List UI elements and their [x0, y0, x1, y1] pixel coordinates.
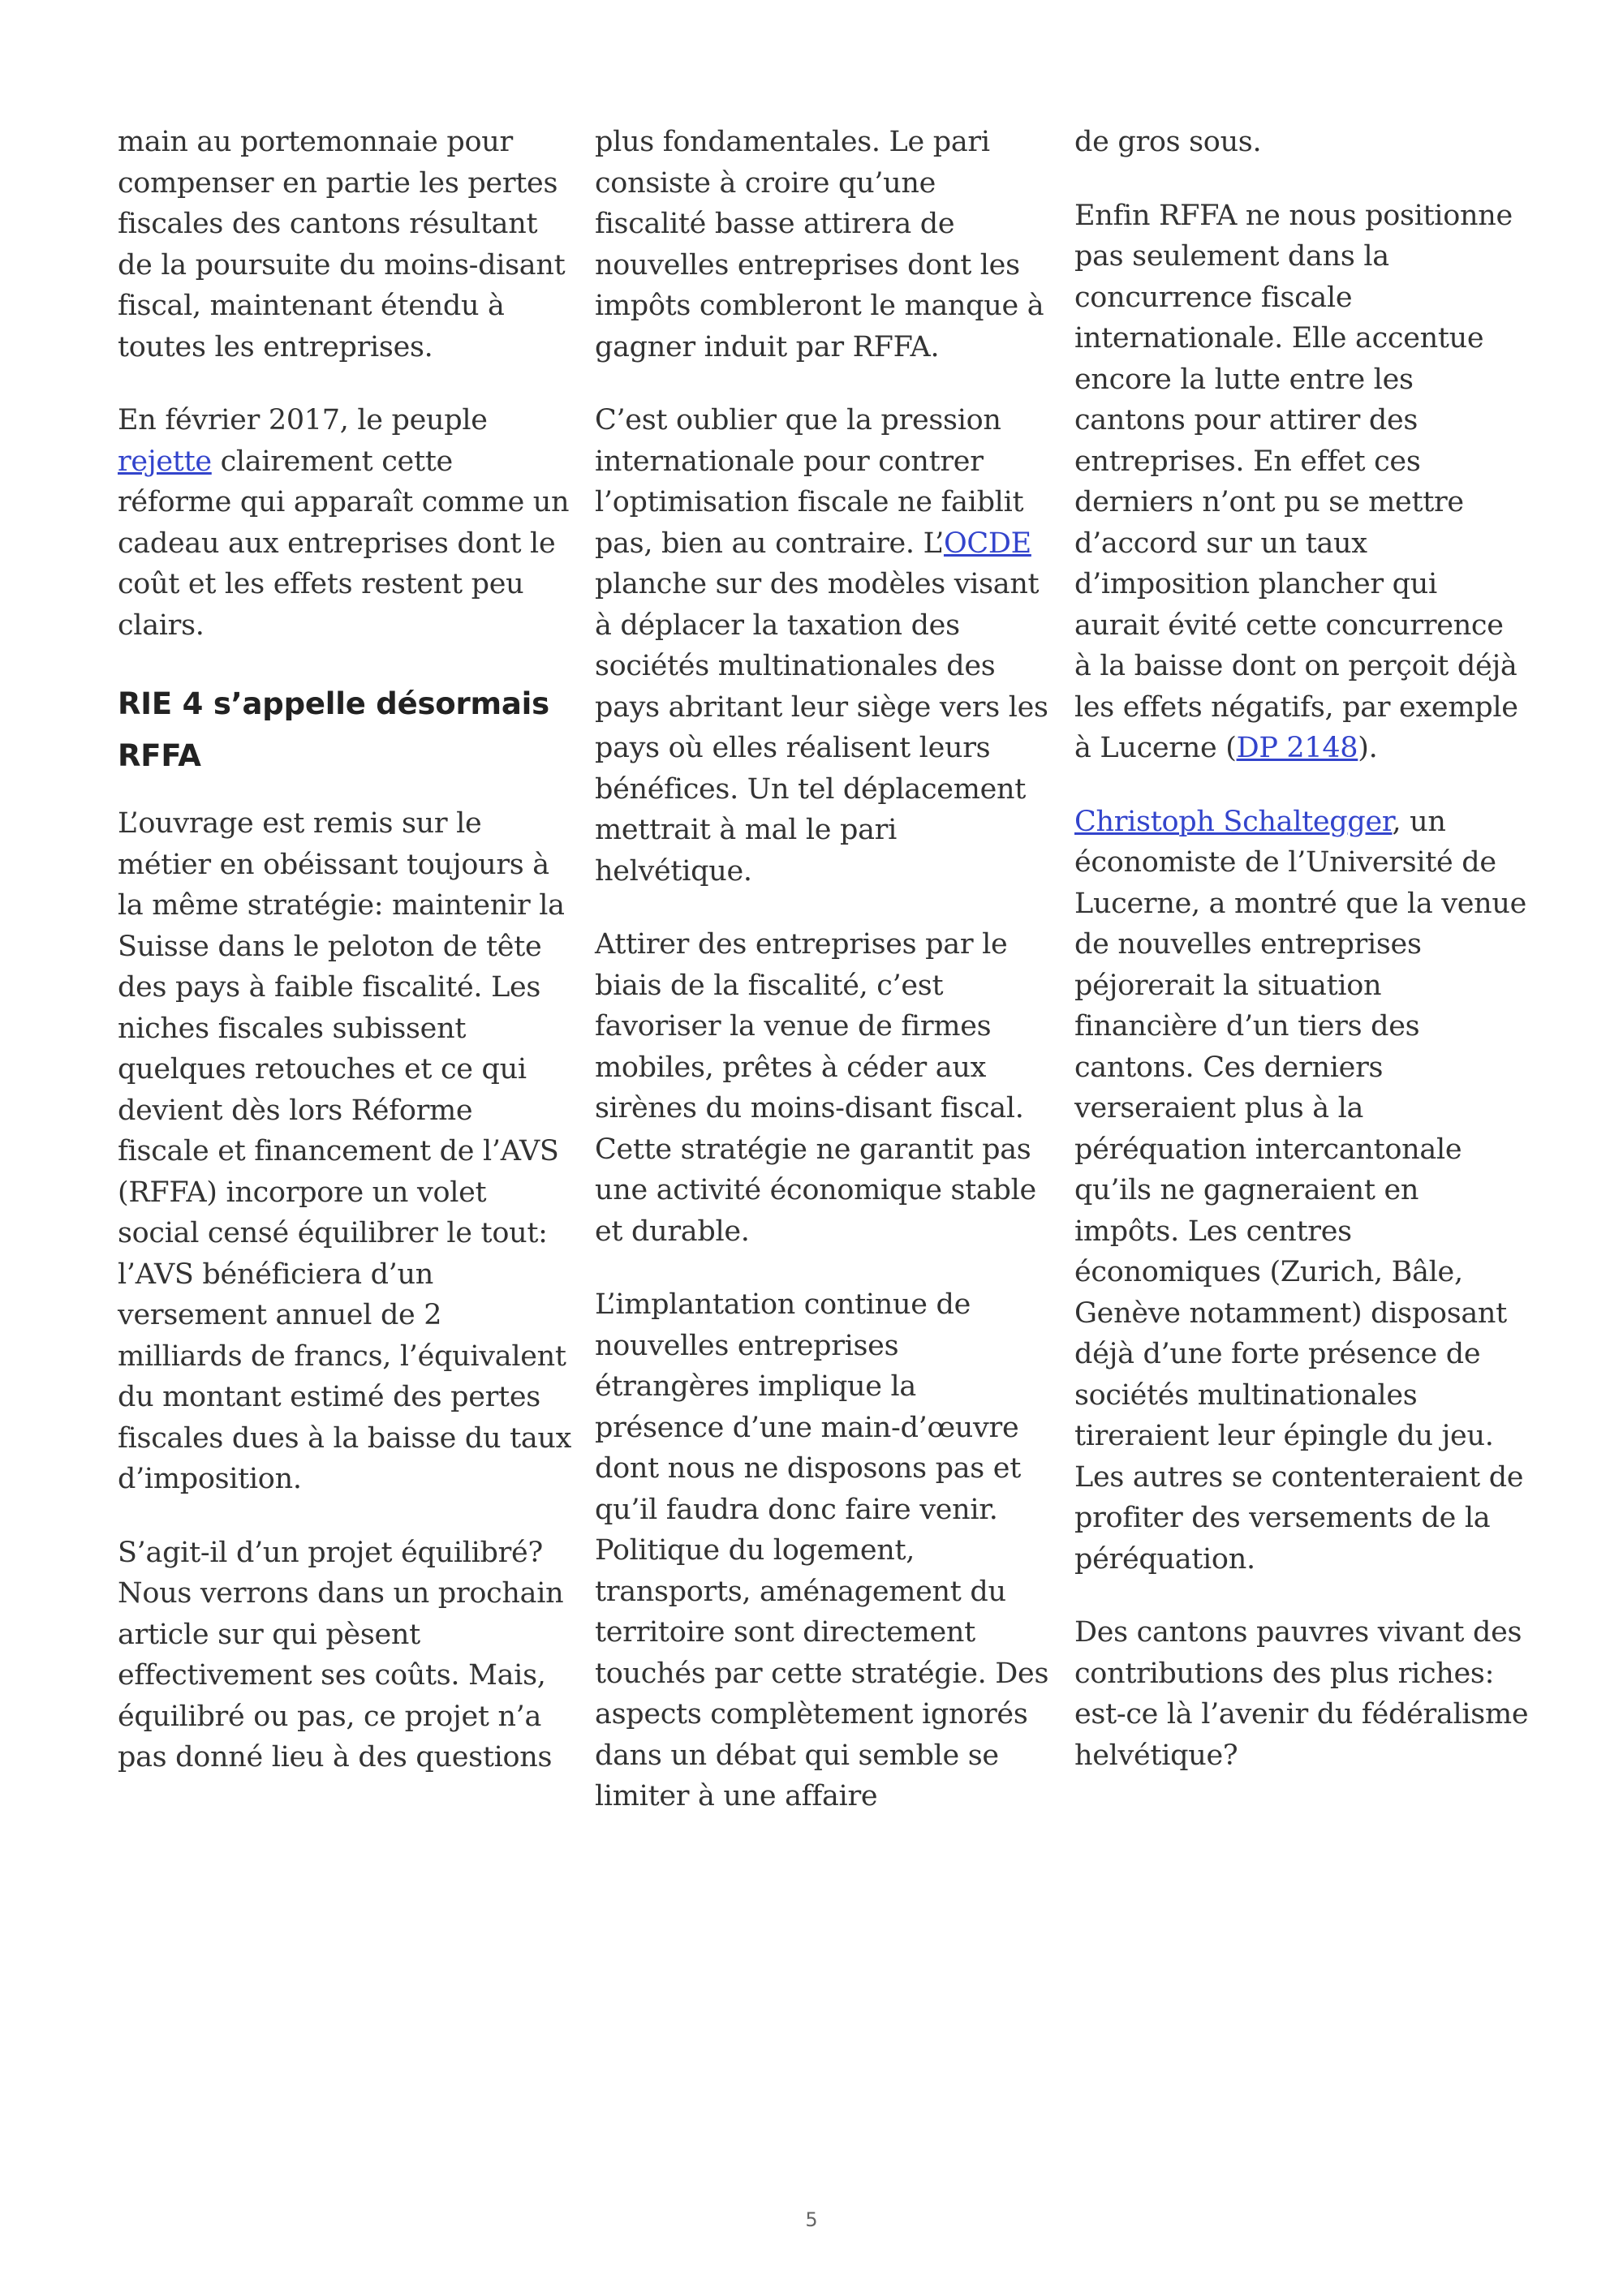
paragraph: plus fondamentales. Le pari consiste à croire qu’une fiscalité basse attirera de nouvelles entreprises dont les impôts combleront le manque à gagner induit par RFFA.: [595, 126, 1044, 363]
page-number: 5: [805, 2208, 818, 2231]
paragraph: L’ouvrage est remis sur le métier en obéissant toujours à la même stratégie: maintenir la Suisse dans le peloton de tête des pays à faible fiscalité. Les niches fiscales subissent quelques retouches et ce qui devient dès lors Réforme fiscale et financement de l’AVS (RFFA) incorpore un volet social censé équilibrer le tout: l’AVS bénéficiera d’un versement annuel de 2 milliards de francs, l’équivalent du montant estimé des pertes fiscales dues à la baisse du taux d’imposition.: [118, 807, 572, 1495]
column-1: [118, 122, 572, 1811]
paragraph: Attirer des entreprises par le biais de la fiscalité, c’est favoriser la venue de firmes mobiles, prêtes à céder aux sirènes du moins-disant fiscal. Cette stratégie ne garantit pas une activité économique stable et durable.: [595, 928, 1036, 1248]
paragraph: [118, 400, 572, 646]
paragraph-text: ).: [1358, 732, 1378, 764]
paragraph-text: planche sur des modèles visant à déplacer la taxation des sociétés multinationales des pays abritant leur siège vers les pays où elles réalisent leurs bénéfices. Un tel déplacement mettrait à mal le pari helvétique.: [595, 568, 1048, 888]
paragraph-text: En février 2017, le peuple: [118, 404, 488, 436]
ocde-link[interactable]: OCDE: [943, 527, 1031, 560]
paragraph: S’agit-il d’un projet équilibré? Nous verrons dans un prochain article sur qui pèsent effectivement ses coûts. Mais, équilibré ou pas, ce projet n’a pas donné lieu à des questions: [118, 1536, 564, 1774]
paragraph-text: Enfin RFFA ne nous positionne pas seulement dans la concurrence fiscale internationale. Elle accentue encore la lutte entre les cantons pour attirer des entreprises. En effet ces derniers n’ont pu se mettre d’accord sur un taux d’imposition plancher qui aurait évité cette concurrence à la baisse dont on perçoit déjà les effets négatifs, par exemple à Lucerne (: [1074, 199, 1518, 764]
paragraph-text: , un économiste de l’Université de Lucerne, a montré que la venue de nouvelles entreprises péjorerait la situation financière d’un tiers des cantons. Ces derniers verseraient plus à la péréquation intercantonale qu’ils ne gagneraient en impôts. Les centres économiques (Zurich, Bâle, Genève notamment) disposant déjà d’une forte présence de sociétés multinationales tireraient leur épingle du jeu. Les autres se contenteraient de profiter des versements de la péréquation.: [1074, 805, 1527, 1576]
paragraph-text: clairement cette réforme qui apparaît comme un cadeau aux entreprises dont le coût et les effets restent peu clairs.: [118, 445, 570, 642]
paragraph: [1074, 196, 1529, 769]
column-2: [595, 122, 1049, 1850]
rejette-link[interactable]: rejette: [118, 445, 212, 478]
paragraph: L’implantation continue de nouvelles entreprises étrangères implique la présence d’une main-d’œuvre dont nous ne disposons pas et qu’il faudra donc faire venir. Politique du logement, transports, aménagement du territoire sont directement touchés par cette stratégie. Des aspects complètement ignorés dans un débat qui semble se limiter à une affaire: [595, 1288, 1049, 1812]
paragraph: [1074, 802, 1529, 1580]
paragraph: [595, 400, 1049, 892]
paragraph: main au portemonnaie pour compenser en partie les pertes fiscales des cantons résultant de la poursuite du moins-disant fiscal, maintenant étendu à toutes les entreprises.: [118, 126, 566, 363]
dp-2148-link[interactable]: DP 2148: [1236, 732, 1358, 764]
section-heading: RIE 4 s’appelle désormais RFFA: [118, 686, 549, 773]
paragraph: de gros sous.: [1074, 126, 1262, 158]
christoph-schaltegger-link[interactable]: Christoph Schaltegger: [1074, 805, 1393, 838]
paragraph-text: C’est oublier que la pression internationale pour contrer l’optimisation fiscale ne faiblit pas, bien au contraire. L’: [595, 404, 1024, 560]
column-3: [1074, 122, 1529, 1808]
paragraph: Des cantons pauvres vivant des contributions des plus riches: est-ce là l’avenir du fédéralisme helvétique?: [1074, 1616, 1529, 1772]
